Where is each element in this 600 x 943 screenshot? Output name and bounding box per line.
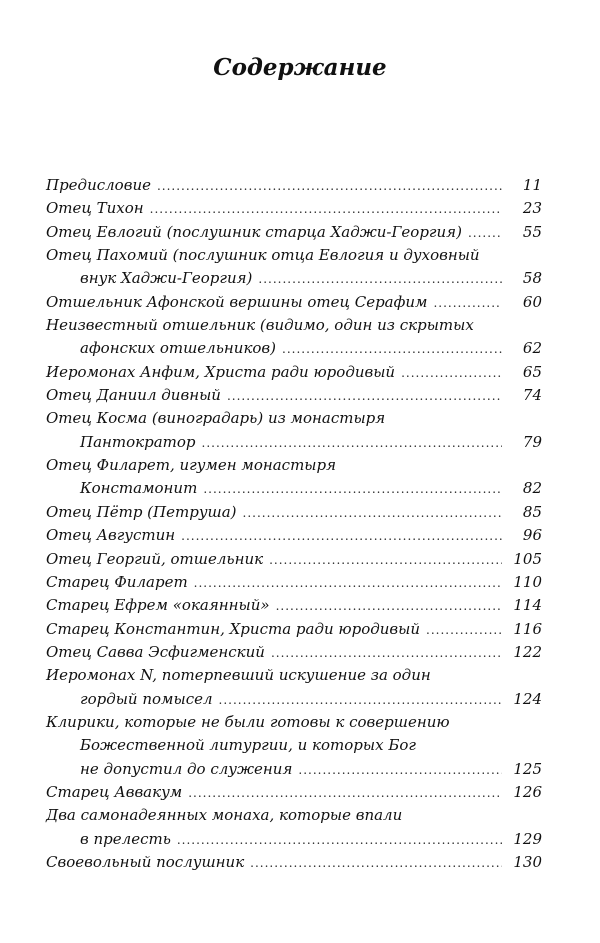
toc-entry-continuation-line	[46, 688, 542, 711]
toc-page-number: 125	[513, 759, 542, 778]
toc-entry-continuation-line	[46, 337, 542, 360]
toc-entry-line	[46, 291, 542, 314]
toc-entry-title: Отшельник Афонской вершины отец Серафим	[46, 292, 428, 311]
toc-entry[interactable]	[46, 384, 542, 407]
dot-leader	[150, 198, 502, 221]
toc-entry-line	[46, 244, 542, 267]
dot-leader	[258, 268, 502, 291]
toc-entry-line	[46, 711, 542, 734]
page-title: Содержание	[213, 54, 387, 81]
toc-entry-title: Отец Пётр (Петруша)	[46, 502, 237, 521]
dot-leader	[433, 292, 502, 315]
toc-entry-line	[46, 197, 542, 220]
toc-entry[interactable]	[46, 781, 542, 804]
toc-entry-line	[46, 618, 542, 641]
toc-entry[interactable]	[46, 174, 542, 197]
dot-leader	[276, 595, 502, 618]
toc-entry-line	[46, 407, 542, 430]
toc-entry[interactable]	[46, 804, 542, 851]
dot-leader	[282, 338, 502, 361]
dot-leader	[271, 642, 502, 665]
toc-entry[interactable]	[46, 851, 542, 874]
toc-entry[interactable]	[46, 524, 542, 547]
toc-page-number: 114	[513, 596, 542, 615]
toc-entry[interactable]	[46, 594, 542, 617]
toc-entry[interactable]	[46, 618, 542, 641]
toc-page-number: 74	[522, 386, 542, 405]
toc-entry-title: Божественной литургии, и которых Бог	[80, 736, 416, 755]
dot-leader	[202, 432, 502, 455]
toc-page-number: 82	[522, 479, 542, 498]
toc-entry-continuation-line	[46, 828, 542, 851]
table-of-contents	[46, 174, 542, 874]
toc-page-number: 129	[513, 829, 542, 848]
dot-leader	[227, 385, 502, 408]
toc-entry-title: Старец Ефрем «окаянный»	[46, 596, 270, 615]
toc-entry[interactable]	[46, 641, 542, 664]
toc-entry-line	[46, 781, 542, 804]
toc-page-number: 55	[522, 222, 542, 241]
toc-page-number: 62	[522, 339, 542, 358]
dot-leader	[468, 222, 502, 245]
dot-leader	[250, 852, 502, 875]
toc-entry-line	[46, 221, 542, 244]
toc-entry-continuation-line	[46, 431, 542, 454]
toc-page-number: 110	[513, 572, 542, 591]
dot-leader	[298, 759, 502, 782]
toc-entry-title: Клирики, которые не были готовы к совершению	[46, 712, 450, 731]
toc-entry-title: не допустил до служения	[80, 759, 293, 778]
toc-entry-title: Неизвестный отшельник (видимо, один из скрытых	[46, 316, 474, 335]
toc-entry-title: Отец Пахомий (послушник отца Евлогия и духовный	[46, 246, 480, 265]
toc-entry-title: в прелесть	[80, 829, 171, 848]
dot-leader	[177, 829, 502, 852]
toc-page-number: 11	[522, 176, 542, 194]
toc-entry[interactable]	[46, 361, 542, 384]
toc-entry-title: Отец Савва Эсфигменский	[46, 642, 265, 661]
toc-page-number: 85	[522, 502, 542, 521]
toc-entry-line	[46, 361, 542, 384]
dot-leader	[181, 525, 502, 548]
toc-entry-title: Отец Августин	[46, 526, 176, 545]
toc-entry-title: Отец Косма (виноградарь) из монастыря	[46, 409, 386, 428]
toc-entry-continuation-line	[46, 734, 542, 757]
toc-entry[interactable]	[46, 501, 542, 524]
toc-page-number: 79	[522, 432, 542, 451]
toc-page-number: 126	[513, 782, 542, 801]
toc-entry-title: Отец Тихон	[46, 199, 144, 218]
dot-leader	[401, 362, 502, 385]
toc-entry-continuation-line	[46, 477, 542, 500]
toc-page-number: 122	[513, 642, 542, 661]
toc-entry[interactable]	[46, 664, 542, 711]
toc-page-number: 60	[522, 292, 542, 311]
toc-entry-title: Иеромонах Анфим, Христа ради юродивый	[46, 362, 396, 381]
toc-entry[interactable]	[46, 454, 542, 501]
toc-page-number: 124	[513, 689, 542, 708]
toc-entry-line	[46, 571, 542, 594]
toc-entry-title: Отец Филарет, игумен монастыря	[46, 456, 337, 475]
toc-entry-title: Два самонадеянных монаха, которые впали	[46, 806, 403, 825]
toc-entry[interactable]	[46, 221, 542, 244]
dot-leader	[203, 478, 502, 501]
toc-entry-line	[46, 314, 542, 337]
toc-entry-continuation-line	[46, 267, 542, 290]
dot-leader	[219, 689, 502, 712]
toc-page-number: 116	[513, 619, 542, 638]
toc-entry-title: Пантократор	[80, 432, 196, 451]
toc-entry-line	[46, 851, 542, 874]
toc-entry-title: Предисловие	[46, 176, 151, 194]
toc-entry-title: афонских отшельников)	[80, 339, 277, 358]
toc-entry-title: Отец Георгий, отшельник	[46, 549, 264, 568]
toc-entry-line	[46, 548, 542, 571]
toc-entry[interactable]	[46, 291, 542, 314]
toc-page-number: 23	[522, 199, 542, 218]
toc-entry[interactable]	[46, 548, 542, 571]
toc-entry-title: Старец Филарет	[46, 572, 188, 591]
toc-entry[interactable]	[46, 244, 542, 291]
toc-entry[interactable]	[46, 711, 542, 781]
toc-entry-continuation-line	[46, 758, 542, 781]
dot-leader	[426, 619, 502, 642]
toc-entry-line	[46, 594, 542, 617]
toc-entry-title: Констамонит	[80, 479, 198, 498]
toc-page-number: 58	[522, 269, 542, 288]
toc-entry-title: внук Хаджи-Георгия)	[80, 269, 253, 288]
toc-entry-line	[46, 454, 542, 477]
toc-entry-title: Иеромонах N, потерпевший искушение за один	[46, 666, 431, 685]
toc-entry-line	[46, 501, 542, 524]
toc-entry[interactable]	[46, 314, 542, 361]
toc-entry-title: гордый помысел	[80, 689, 213, 708]
toc-page-number: 130	[513, 852, 542, 871]
toc-entry-line	[46, 664, 542, 687]
toc-entry-line	[46, 384, 542, 407]
toc-entry-title: Старец Константин, Христа ради юродивый	[46, 619, 420, 638]
toc-entry-line	[46, 804, 542, 827]
toc-page-number: 105	[513, 549, 542, 568]
toc-entry[interactable]	[46, 571, 542, 594]
toc-entry-title: Своевольный послушник	[46, 852, 245, 871]
toc-entry-title: Отец Евлогий (послушник старца Хаджи-Георгия)	[46, 222, 462, 241]
toc-entry-title: Отец Даниил дивный	[46, 386, 221, 405]
dot-leader	[243, 502, 502, 525]
dot-leader	[194, 572, 502, 595]
dot-leader	[157, 175, 502, 198]
toc-entry-line	[46, 641, 542, 664]
toc-entry-line	[46, 524, 542, 547]
toc-entry-title: Старец Аввакум	[46, 782, 183, 801]
toc-entry[interactable]	[46, 197, 542, 220]
toc-entry[interactable]	[46, 407, 542, 454]
toc-page-number: 65	[522, 362, 542, 381]
dot-leader	[269, 549, 502, 572]
dot-leader	[188, 782, 502, 805]
toc-page-number: 96	[522, 526, 542, 545]
toc-entry-line	[46, 174, 542, 197]
